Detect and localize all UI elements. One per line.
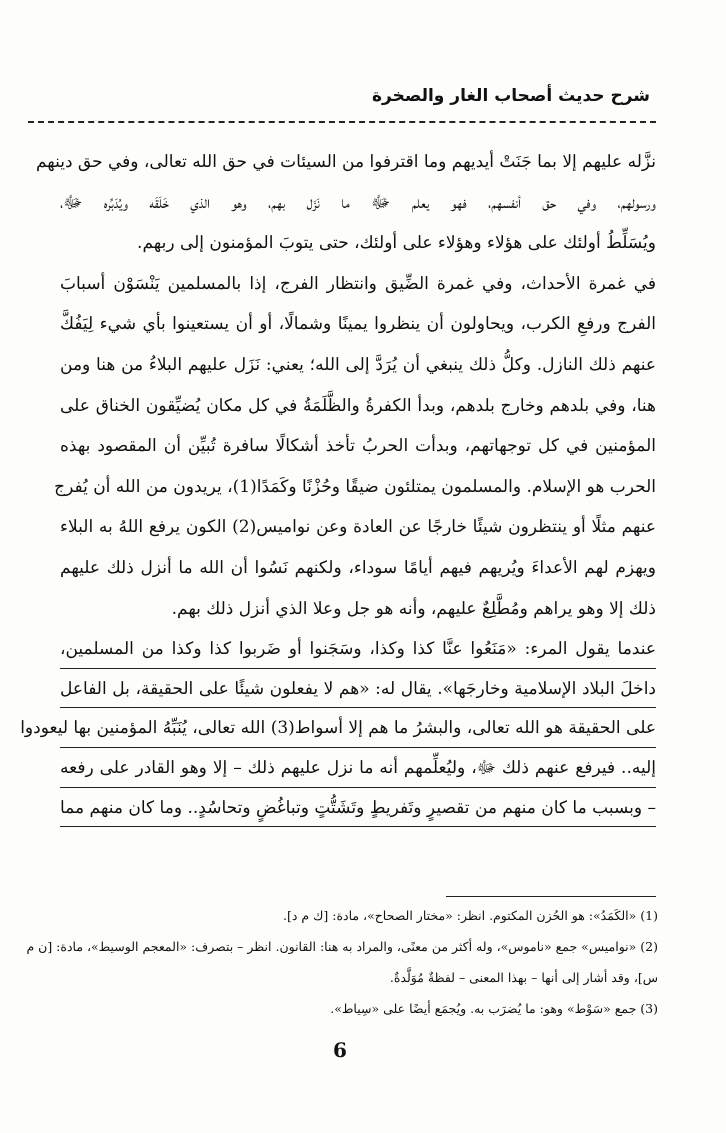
footnote-item: (2) «نواميس» جمع «ناموس»، وله أكثر من معنًى، والمراد به هنا: القانون. انظر – بتصرف: «المعجم الوسيط»، مادة: [ن م bbox=[26, 939, 658, 954]
text-line: ويهزم لهم الأعداءَ ويُريهم فيهم أيامًا سوداء، ولكنهم نَسُوا أن الله ما أنزل ذلك عليهم bbox=[60, 557, 656, 578]
text-line: نزَّله عليهم إلا بما جَنَتْ أيديهم وما اقترفوا من السيئات في حق الله تعالى، وفي حق دينهم bbox=[35, 152, 656, 172]
underlined-text-line: داخلَ البلاد الإسلامية وخارجَها». يقال له: «هم لا يفعلون شيئًا على الحقيقة، بل الفاعل bbox=[60, 669, 656, 709]
text-line: المؤمنين في كل توجهاتهم، وبدأت الحربُ تأخذ أشكالًا سافرة تُبيِّن أن المقصود بهذه bbox=[60, 436, 656, 457]
underlined-text-line: – وبسبب ما كان منهم من تقصيرٍ وتَفريطٍ وتَشَتُّتٍ وتباغُضٍ وتحاسُدٍ.. وما كان منهم مما bbox=[60, 788, 656, 828]
text-line: ذلك إلا وهو يراهم ومُطَّلِعٌ عليهم، وأنه هو جل وعلا الذي أنزل ذلك بهم. bbox=[171, 598, 656, 619]
text-line: هنا، وفي بلدهم وخارج بلدهم، وبدأ الكفرةُ والظَّلَمَةُ في كل مكان يُضيِّقون الخناق على bbox=[60, 395, 656, 416]
underlined-text-line: على الحقيقة هو الله تعالى، والبشرُ ما هم إلا أسواط(3) الله تعالى، يُنَبِّهُ المؤمنين بها ليعودوا bbox=[60, 708, 656, 748]
footnote-item: (3) جمع «سَوْط» وهو: ما يُضرَب به. ويُجمَع أيضًا على «سِياط». bbox=[330, 1001, 658, 1016]
text-line: في غمرة الأحداث، وفي غمرة الضِّيق وانتظار الفرج، إذا بالمسلمين يَنْسَوْن أسبابَ bbox=[60, 273, 656, 294]
header-divider bbox=[28, 121, 656, 123]
underlined-text-line: عندما يقول المرء: «مَنَعُوا عنَّا كذا وكذا، وسَجَنوا أو ضَربوا كذا وكذا من المسلمين، bbox=[60, 629, 656, 669]
text-line: عنهم مثلًا أو ينتظرون شيئًا خارجًا عن العادة وعن نواميس(2) الكون يرفع اللهُ به البلاء bbox=[60, 517, 656, 538]
text-line: عنهم ذلك النازل. وكلُّ ذلك ينبغي أن يُرَدَّ إلى الله؛ يعني: نَزَل عليهم البلاءُ من هنا ومن bbox=[60, 354, 656, 375]
text-line: الفرج ورفعِ الكرب، ويحاولون أن ينظروا يمينًا وشمالًا، أو أن يستعينوا بأي شيء لِيَفُكَّ bbox=[60, 314, 656, 335]
text-line: ويُسَلِّطُ أولئك على هؤلاء وهؤلاء على أولئك، حتى يتوبَ المؤمنون إلى ربهم. bbox=[137, 233, 656, 254]
footnote-item: (1) «الكَمَدُ»: هو الحُزن المكتوم. انظر: «مختار الصحاح»، مادة: [ك م د]. bbox=[283, 908, 658, 923]
footnote-divider bbox=[446, 896, 656, 897]
text-line: الحرب هو الإسلام. والمسلمون يمتلئون ضيقًا وحُزْنًا وكَمَدًا(1)، يريدون من الله أن يُفرج bbox=[54, 476, 656, 497]
page-number: 6 bbox=[333, 1038, 347, 1062]
underlined-text-line: إليه.. فيرفع عنهم ذلك ﷻ، وليُعلِّمهم أنه ما نزل عليهم ذلك – إلا وهو القادر على رفعه bbox=[60, 748, 656, 788]
footnote-item: س]، وقد أشار إلى أنها – بهذا المعنى – لفظةٌ مُوَلَّدةٌ. bbox=[389, 970, 658, 985]
text-line: ورسولهم، وفي حق أنفسهم، فهو يعلم ﷻ ما نَزَل بهم، وهو الذي خَلَقَه ويُدَبِّره ﷻ، bbox=[60, 192, 656, 213]
running-header-title: شرح حديث أصحاب الغار والصخرة bbox=[371, 86, 650, 106]
footnotes bbox=[26, 900, 658, 1024]
main-text bbox=[20, 142, 656, 827]
